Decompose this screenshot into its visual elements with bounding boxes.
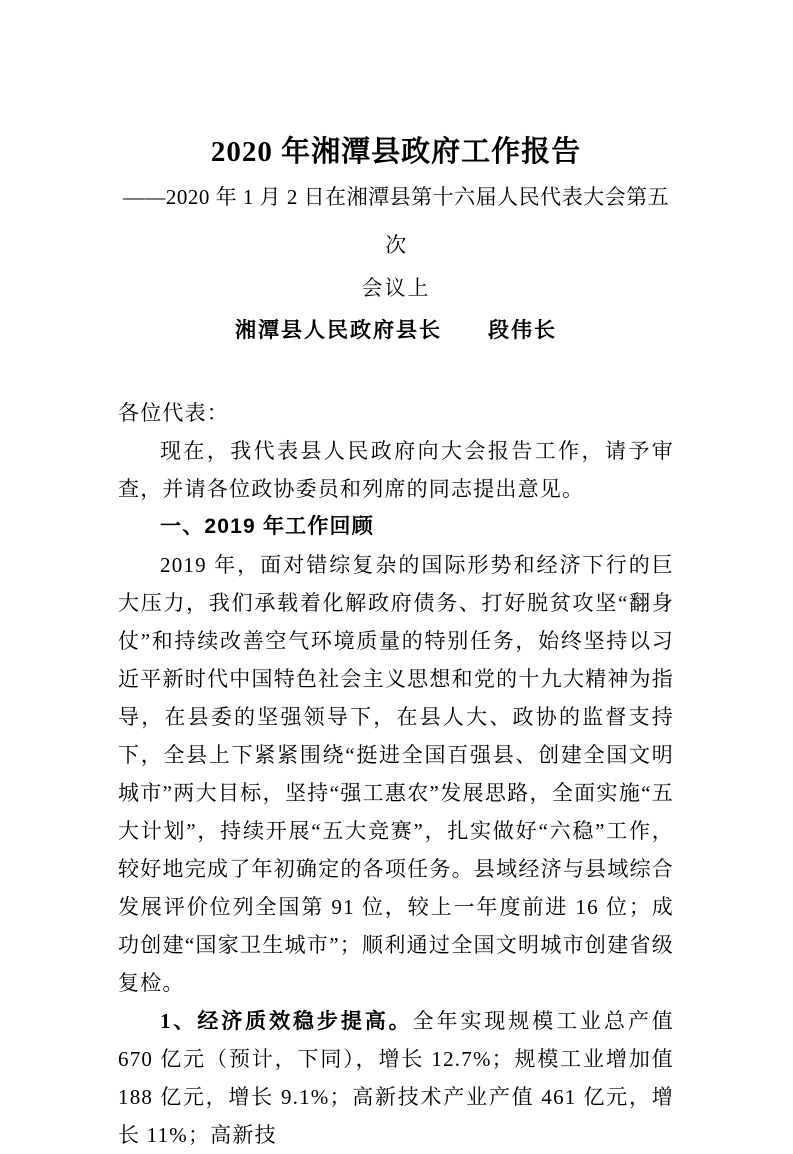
review-paragraph: 2019 年，面对错综复杂的国际形势和经济下行的巨大压力，我们承载着化解政府债务、打好脱贫攻坚“翻身仗”和持续改善空气环境质量的特别任务，始终坚持以习近平新时代中国特色社会主义思想和党的十九大精神为指导，在县委的坚强领导下，在县人大、政协的监督支持下，全县上下紧紧围绕“挺进全国百强县、创建全国文明城市”两大目标，坚持“强工惠农”发展思路，全面实施“五大计划”，持续开展“五大竞赛”，扎实做好“六稳”工作，较好地完成了年初确定的各项任务。县域经济与县域综合发展评价位列全国第 91 位，较上一年度前进 16 位；成功创建“国家卫生城市”；顺利通过全国文明城市创建省级复检。 [118,553,674,995]
item1-lead: 1、经济质效稳步提高。 [160,1009,413,1033]
item1-text: 全年实现规模工业总产值 670 亿元（预计，下同），增长 12.7%；规模工业增加值 188 亿元，增长 9.1%；高新技术产业产值 461 亿元，增长 11%；高新技 [118,1009,674,1147]
document-subtitle-line-1: ——2020 年 1 月 2 日在湘潭县第十六届人民代表大会第五次 [122,185,670,257]
section-heading-2019-review: 一、2019 年工作回顾 [160,515,374,538]
document-content [118,0,674,1154]
document-byline: 湘潭县人民政府县长 段伟长 [235,318,557,342]
intro-paragraph: 现在，我代表县人民政府向大会报告工作，请予审查，并请各位政协委员和列席的同志提出意见。 [118,439,674,501]
item1-paragraph [118,1002,674,1154]
salutation: 各位代表： [118,401,229,425]
document-title: 2020 年湘潭县政府工作报告 [210,136,582,168]
document-body [118,394,674,1154]
document-subtitle-line-2: 会议上 [361,276,431,300]
